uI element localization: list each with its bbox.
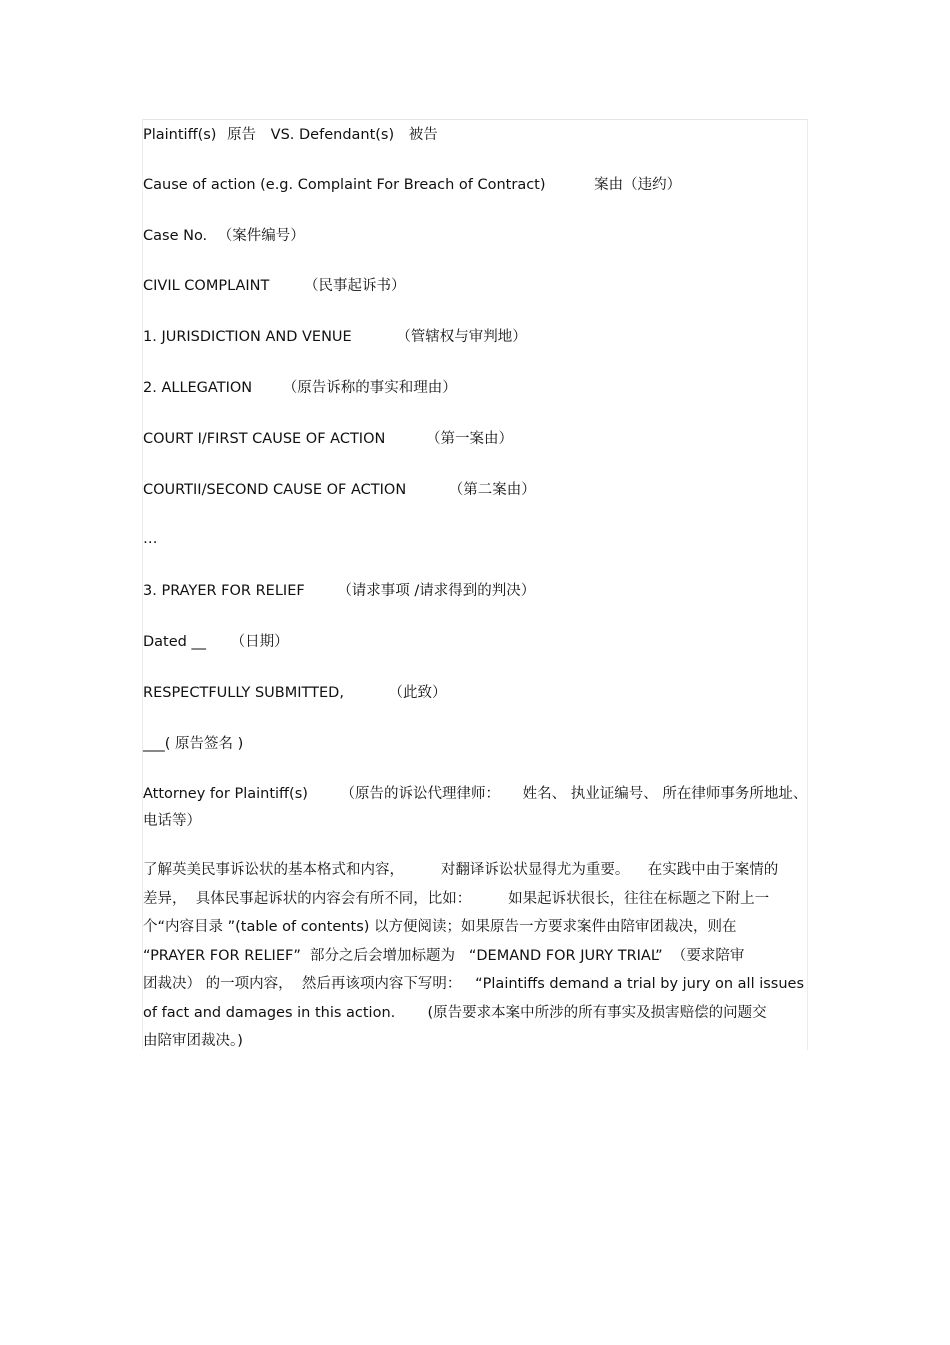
civil-complaint-line	[143, 277, 406, 295]
paragraph-line: 团裁决） 的一项内容， 然后再该项内容下写明： “Plaintiffs demand a trial by jury on all issues	[143, 976, 805, 992]
cause-of-action-zh: 案由（违约）	[594, 177, 682, 193]
paragraph-line: 由陪审团裁决。)	[143, 1033, 243, 1049]
case-no-en: Case No.	[143, 228, 208, 244]
ellipsis: …	[143, 531, 158, 547]
first-cause-en: COURT I/FIRST CAUSE OF ACTION	[143, 431, 386, 447]
attorney-zh-2: 姓名、 执业证编号、 所在律师事务所地址、	[522, 786, 808, 802]
jurisdiction-en: 1. JURISDICTION AND VENUE	[143, 329, 352, 345]
page-frame-top-border	[142, 119, 808, 120]
first-cause-line	[143, 430, 513, 448]
attorney-en: Attorney for Plaintiff(s)	[143, 786, 308, 802]
allegation-zh: （原告诉称的事实和理由）	[282, 380, 457, 396]
second-cause-en: COURTII/SECOND CAUSE OF ACTION	[143, 482, 407, 498]
prayer-line	[143, 582, 535, 600]
allegation-line	[143, 379, 457, 397]
jurisdiction-zh: （管辖权与审判地）	[396, 329, 527, 345]
paragraph-line: 差异， 具体民事起诉状的内容会有所不同，比如： 如果起诉状很长，往往在标题之下附上一	[143, 890, 770, 907]
parties-line	[143, 126, 438, 144]
dated-line	[143, 633, 289, 651]
page-frame-right-border	[807, 119, 808, 1050]
plaintiff-label: Plaintiff(s)	[143, 127, 217, 143]
submitted-en: RESPECTFULLY SUBMITTED,	[143, 685, 344, 701]
civil-complaint-en: CIVIL COMPLAINT	[143, 278, 270, 294]
attorney-zh-3: 电话等）	[143, 813, 201, 829]
prayer-zh: （请求事项 /请求得到的判决）	[337, 583, 536, 599]
allegation-en: 2. ALLEGATION	[143, 380, 253, 396]
plaintiff-zh: 原告	[227, 127, 257, 143]
explanation-paragraph	[143, 856, 803, 1056]
defendant-zh: 被告	[408, 127, 438, 143]
submitted-line	[143, 684, 447, 702]
cause-of-action-line	[143, 176, 681, 194]
jurisdiction-line	[143, 328, 527, 346]
attorney-line	[143, 785, 807, 803]
case-no-zh: （案件编号）	[217, 228, 305, 244]
submitted-zh: （此致）	[388, 685, 447, 701]
second-cause-zh: （第二案由）	[448, 482, 536, 498]
dated-en: Dated __	[143, 634, 206, 650]
case-no-line	[143, 227, 305, 245]
cause-of-action-en: Cause of action (e.g. Complaint For Breach of Contract)	[143, 177, 546, 193]
signature-line	[143, 735, 243, 753]
paragraph-line: “PRAYER FOR RELIEF” 部分之后会增加标题为 “DEMAND FOR JURY TRIAL” （要求陪审	[143, 947, 745, 964]
attorney-zh-1: （原告的诉讼代理律师：	[340, 786, 501, 802]
defendant-label: VS. Defendant(s)	[270, 127, 395, 143]
paragraph-line: 了解英美民事诉讼状的基本格式和内容， 对翻译诉讼状显得尤为重要。 在实践中由于案情的	[143, 862, 779, 878]
first-cause-zh: （第一案由）	[425, 431, 513, 447]
signature-placeholder: ___( 原告签名 )	[143, 736, 244, 752]
attorney-line-cont	[143, 812, 201, 830]
paragraph-line: of fact and damages in this action. (原告要求本案中所涉的所有事实及损害赔偿的问题交	[143, 1004, 767, 1021]
paragraph-line: 个“内容目录 ”(table of contents) 以方便阅读；如果原告一方要求案件由陪审团裁决，则在	[143, 919, 737, 935]
dated-zh: （日期）	[230, 634, 289, 650]
prayer-en: 3. PRAYER FOR RELIEF	[143, 583, 305, 599]
ellipsis-line	[143, 530, 158, 548]
second-cause-line	[143, 481, 536, 499]
civil-complaint-zh: （民事起诉书）	[304, 278, 406, 294]
